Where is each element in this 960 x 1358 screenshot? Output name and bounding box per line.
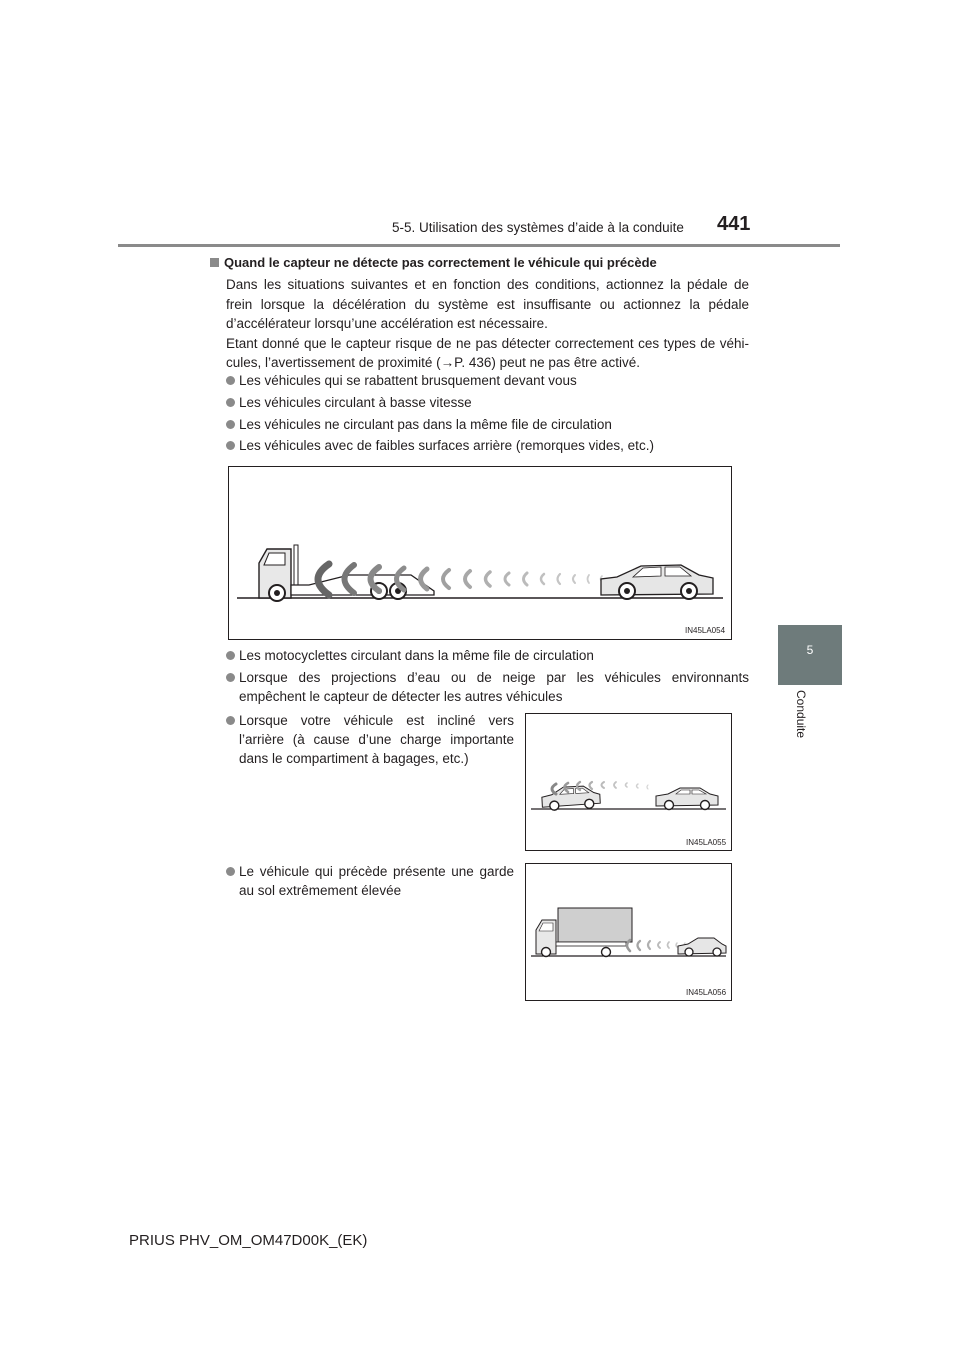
page-number: 441 — [717, 213, 751, 235]
chapter-number: 5 — [806, 643, 814, 657]
header-section-title: 5-5. Utilisation des systèmes d’aide à la conduite — [392, 220, 684, 235]
bullet-dot-icon — [226, 716, 235, 725]
list-item: Lorsque votre véhicule est incliné vers — [226, 711, 514, 731]
empty-trailer-illustration — [229, 467, 731, 639]
section-heading — [210, 255, 750, 270]
square-bullet-icon — [210, 258, 219, 267]
list-item: Les véhicules circulant à basse vitesse — [226, 393, 749, 413]
high-clearance-truck-illustration — [526, 864, 731, 1000]
chapter-tab[interactable] — [778, 625, 842, 685]
figure-id: IN45LA055 — [686, 838, 727, 847]
bullet-dot-icon — [226, 376, 235, 385]
list-item: Le véhicule qui précède présente une garde — [226, 862, 514, 882]
chapter-label: Conduite — [794, 690, 808, 739]
figure-empty-trailer — [228, 466, 732, 640]
paragraph-line: Dans les situations suivantes et en fonction des conditions, actionnez la pédale de — [226, 277, 749, 292]
bullet-dot-icon — [226, 398, 235, 407]
figure-high-clearance-truck — [525, 863, 732, 1001]
inclined-vehicle-illustration — [526, 714, 731, 850]
list-item-continuation: dans le compartiment à bagages, etc.) — [239, 751, 469, 766]
section-heading-text: Quand le capteur ne détecte pas correctement le véhicule qui précède — [224, 255, 657, 270]
header-divider — [118, 244, 840, 247]
figure-inclined-vehicle — [525, 713, 732, 851]
list-item: Les véhicules avec de faibles surfaces arrière (remorques vides, etc.) — [226, 436, 749, 456]
paragraph-line: frein lorsque la décélération du système est insuffisante ou actionnez la pédale — [226, 297, 749, 312]
paragraph-line: Etant donné que le capteur risque de ne pas détecter correctement ces types de véhi- — [226, 336, 749, 351]
bullet-dot-icon — [226, 441, 235, 450]
bullet-dot-icon — [226, 651, 235, 660]
list-item: Les véhicules ne circulant pas dans la même file de circulation — [226, 415, 749, 435]
bullet-dot-icon — [226, 420, 235, 429]
bullet-dot-icon — [226, 673, 235, 682]
list-item-continuation: au sol extrêmement élevée — [239, 883, 402, 898]
list-item-continuation: empêchent le capteur de détecter les autres véhicules — [239, 689, 563, 704]
paragraph-line: cules, l’avertissement de proximité (→P. 436) peut ne pas être activé. — [226, 355, 640, 370]
bullet-dot-icon — [226, 867, 235, 876]
list-item: Lorsque des projections d’eau ou de neige par les véhicules environnants — [226, 668, 749, 688]
list-item: Les véhicules qui se rabattent brusquement devant vous — [226, 371, 749, 391]
list-item: Les motocyclettes circulant dans la même file de circulation — [226, 646, 749, 666]
list-item-continuation: l’arrière (à cause d’une charge importante — [239, 732, 514, 747]
figure-id: IN45LA054 — [685, 626, 726, 635]
figure-id: IN45LA056 — [686, 988, 727, 997]
paragraph-line: d’accélérateur lorsqu’une accélération est nécessaire. — [226, 316, 548, 331]
document-code: PRIUS PHV_OM_OM47D00K_(EK) — [129, 1232, 368, 1249]
